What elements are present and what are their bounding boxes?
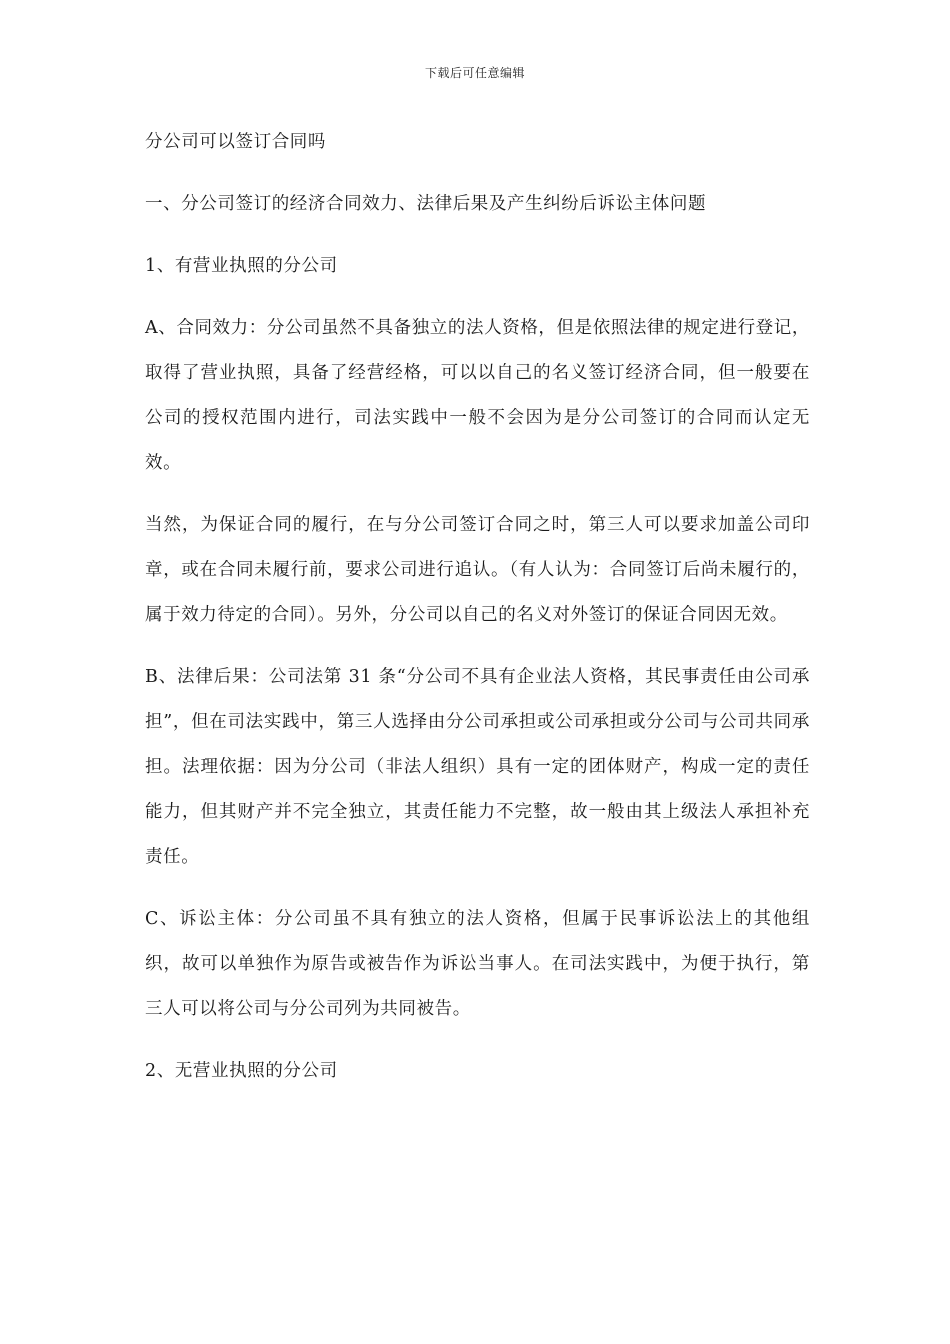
paragraph-legal-consequence: B、法律后果：公司法第 31 条“分公司不具有企业法人资格，其民事责任由公司承担”，但在司法实践中，第三人选择由分公司承担或公司承担或分公司与公司共同承担。法理依据：因为分公司（非法人组织）具有一定的团体财产，构成一定的责任能力，但其财产并不完全独立，其责任能力不完整，故一般由其上级法人承担补充责任。: [145, 667, 810, 867]
subsection-heading-1: 1、有营业执照的分公司: [145, 256, 338, 276]
document-title: 分公司可以签订合同吗: [145, 132, 326, 152]
subsection-heading-2: 2、无营业执照的分公司: [145, 1061, 338, 1081]
paragraph-litigation-subject: C、诉讼主体：分公司虽不具有独立的法人资格，但属于民事诉讼法上的其他组织，故可以单独作为原告或被告作为诉讼当事人。在司法实践中，为便于执行，第三人可以将公司与分公司列为共同被告。: [145, 909, 810, 1019]
header-note: 下载后可任意编辑: [424, 66, 525, 80]
document-body: [145, 120, 810, 1111]
paragraph-guarantee-note: 当然，为保证合同的履行，在与分公司签订合同之时，第三人可以要求加盖公司印章，或在合同未履行前，要求公司进行追认。（有人认为：合同签订后尚未履行的，属于效力待定的合同）。另外，分公司以自己的名义对外签订的保证合同因无效。: [145, 515, 810, 625]
paragraph-contract-validity: A、合同效力：分公司虽然不具备独立的法人资格，但是依照法律的规定进行登记，取得了营业执照，具备了经营经格，可以以自己的名义签订经济合同，但一般要在公司的授权范围内进行，司法实践中一般不会因为是分公司签订的合同而认定无效。: [145, 318, 810, 473]
section-heading: 一、分公司签订的经济合同效力、法律后果及产生纠纷后诉讼主体问题: [145, 194, 707, 214]
